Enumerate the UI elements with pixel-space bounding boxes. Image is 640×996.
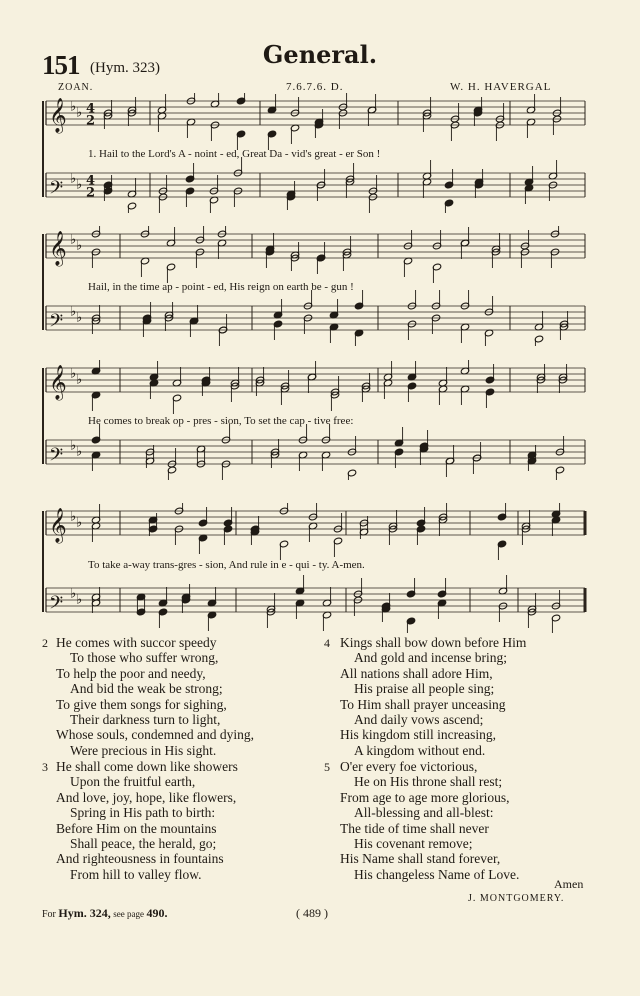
flat-icon: ♭	[70, 232, 77, 248]
footer-prefix: For	[42, 909, 56, 920]
flat-icon: ♭	[70, 586, 77, 602]
treble-clef-icon: 𝄞	[49, 365, 67, 400]
verse-line: To help the poor and needy,	[56, 665, 206, 681]
verse-line: His changeless Name of Love.	[354, 866, 520, 882]
flat-icon: ♭	[70, 509, 77, 525]
flat-icon: ♭	[70, 366, 77, 382]
flat-icon: ♭	[76, 310, 83, 326]
verse-line: O'er every foe victorious,	[340, 759, 478, 774]
verse-line: A kingdom without end.	[354, 742, 486, 758]
time-signature-bottom: 2	[86, 185, 96, 201]
verse-line: And daily vows ascend;	[354, 712, 484, 728]
flat-icon: ♭	[76, 238, 83, 254]
treble-clef-icon: 𝄞	[49, 231, 67, 266]
verse-line: And love, joy, hope, like flowers,	[56, 789, 237, 805]
verse-number: 3	[42, 760, 48, 774]
lyric-line-1: 1. Hail to the Lord's A - noint - ed, Great Da - vid's great - er Son !	[88, 148, 381, 160]
flat-icon: ♭	[76, 592, 83, 608]
flat-icon: ♭	[76, 515, 83, 531]
lyric-line-3: He comes to break op - pres - sion, To set the cap - tive free:	[88, 415, 354, 427]
verse-line: Before Him on the mountains	[56, 820, 217, 836]
time-signature-top: 4	[86, 101, 96, 117]
verse-line: All nations shall adore Him,	[340, 665, 493, 681]
footer-hymn[interactable]: Hym. 324,	[58, 906, 111, 920]
verse-line: His covenant remove;	[354, 836, 473, 852]
verse-line: And righteousness in fountains	[56, 851, 224, 867]
flat-icon: ♭	[70, 304, 77, 320]
verse-line: He shall come down like showers	[56, 759, 238, 774]
flat-icon: ♭	[76, 372, 83, 388]
verse-line: The tide of time shall never	[340, 820, 489, 836]
tune-name: ZOAN.	[58, 82, 94, 93]
time-signature-bottom: 2	[86, 113, 96, 129]
meter: 7.6.7.6. D.	[286, 81, 344, 93]
verse-5	[340, 759, 519, 882]
lyric-line-2: Hail, in the time ap - point - ed, His reign on earth be - gun !	[88, 281, 354, 293]
treble-clef-icon: 𝄞	[49, 508, 67, 543]
verse-line: He on His throne shall rest;	[354, 774, 503, 790]
author: J. MONTGOMERY.	[468, 893, 565, 904]
footer-note	[42, 906, 167, 921]
verse-line: His kingdom still increasing,	[340, 727, 496, 743]
bass-clef-icon: 𝄢	[49, 445, 64, 470]
footer-page[interactable]: 490.	[146, 906, 168, 920]
verse-line: All-blessing and all-blest:	[354, 805, 494, 821]
treble-clef-icon: 𝄞	[49, 98, 67, 133]
composer: W. H. HAVERGAL	[450, 81, 552, 93]
verse-line: To Him shall prayer unceasing	[340, 696, 506, 712]
bass-clef-icon: 𝄢	[49, 178, 64, 203]
verse-number: 5	[324, 760, 330, 774]
verse-line: To give them songs for sighing,	[56, 696, 227, 712]
hymn-reference: (Hym. 323)	[90, 60, 160, 76]
verse-number: 4	[324, 636, 330, 650]
verse-line: Were precious in His sight.	[70, 742, 217, 758]
verse-line: Kings shall bow down before Him	[340, 635, 527, 650]
verse-line: Their darkness turn to light,	[70, 712, 221, 728]
verse-3	[56, 759, 238, 882]
hymn-number: 151	[42, 50, 80, 80]
flat-icon: ♭	[70, 438, 77, 454]
verse-line: From hill to valley flow.	[70, 866, 202, 882]
verse-line: From age to age more glorious,	[340, 789, 510, 805]
time-signature-top: 4	[86, 173, 96, 189]
verse-line: Whose souls, condemned and dying,	[56, 727, 254, 743]
lyric-line-4: To take a-way trans-gres - sion, And rule in e - qui - ty. A-men.	[88, 559, 365, 571]
flat-icon: ♭	[76, 444, 83, 460]
bass-clef-icon: 𝄢	[49, 593, 64, 618]
verse-line: And bid the weak be strong;	[70, 681, 223, 697]
section-title: General.	[262, 40, 378, 69]
verse-number: 2	[42, 636, 48, 650]
verse-line: Shall peace, the herald, go;	[70, 836, 217, 852]
verse-line: Upon the fruitful earth,	[70, 774, 196, 790]
page-number: ( 489 )	[296, 906, 328, 920]
verse-line: His praise all people sing;	[354, 681, 495, 697]
verse-line: And gold and incense bring;	[354, 650, 507, 666]
footer-see: see page	[113, 909, 144, 919]
verse-line: Spring in His path to birth:	[70, 805, 216, 821]
verse-line: His Name shall stand forever,	[340, 851, 501, 867]
verse-2	[56, 635, 254, 758]
verse-line: He comes with succor speedy	[56, 635, 217, 650]
verse-line: To those who suffer wrong,	[70, 650, 219, 666]
flat-icon: ♭	[76, 177, 83, 193]
amen-text: Amen	[554, 877, 584, 891]
flat-icon: ♭	[70, 171, 77, 187]
bass-clef-icon: 𝄢	[49, 311, 64, 336]
flat-icon: ♭	[70, 99, 77, 115]
flat-icon: ♭	[76, 105, 83, 121]
verse-4	[340, 635, 526, 758]
